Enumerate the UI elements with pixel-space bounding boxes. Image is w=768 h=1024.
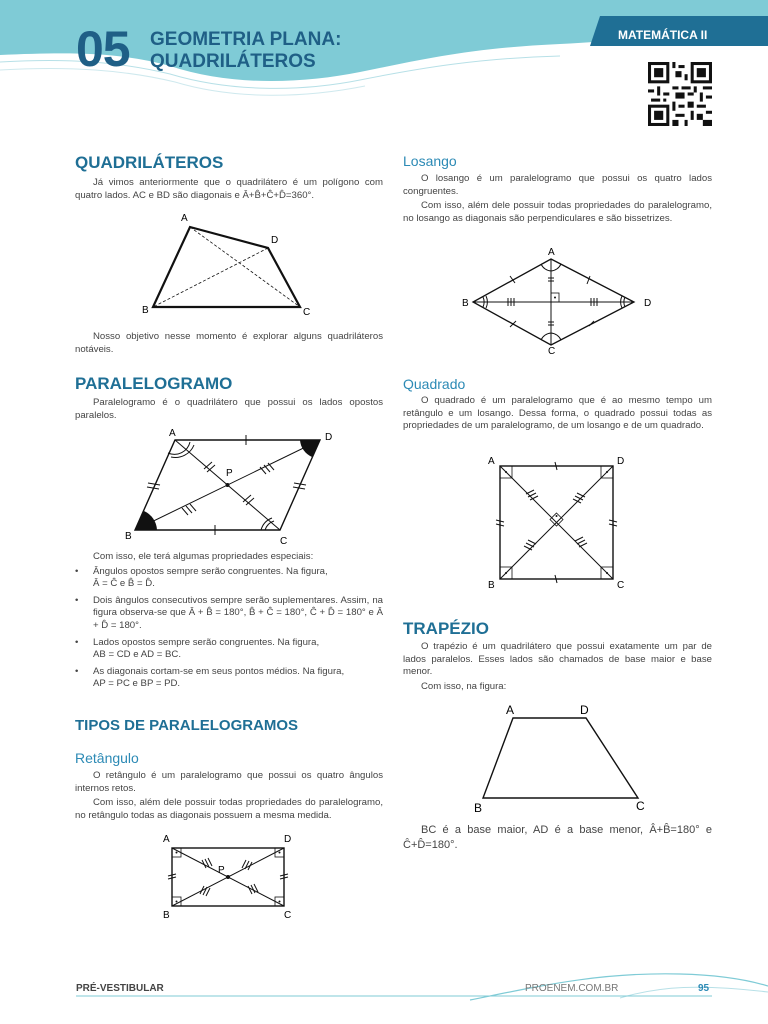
square-figure	[484, 452, 634, 592]
trapezio-paragraph-3: BC é a base maior, AD é a base menor, Â+B̂=180° e Ĉ+D̂=180°.	[403, 824, 712, 851]
paralelogramo-intro	[75, 397, 383, 424]
chapter-title-line1: GEOMETRIA PLANA:	[150, 29, 342, 50]
label-c: C	[284, 910, 292, 921]
label-c: C	[636, 799, 645, 813]
chapter-number: 05	[76, 21, 130, 77]
quadrilateral-figure	[140, 210, 320, 320]
footer-website-link[interactable]: PROENEM.COM.BR	[525, 983, 619, 994]
label-c: C	[617, 580, 625, 591]
property-item	[75, 637, 383, 662]
property-text: As diagonais cortam-se em seus pontos médios. Na figura,	[93, 665, 345, 677]
section-title-trapezio: TRAPÉZIO	[403, 619, 489, 638]
page-number: 95	[698, 983, 710, 994]
properties-list	[75, 566, 383, 691]
label-a: A	[548, 247, 555, 258]
footer-brand: PRÉ-VESTIBULAR	[76, 983, 164, 994]
label-c: C	[280, 536, 288, 545]
property-equation: Â = Ĉ e B̂ = D̂.	[93, 578, 155, 590]
quadrado-paragraph: O quadrado é um paralelogramo que é ao mesmo tempo um retângulo e um losango. Dessa forma, o quadrado possui todas as propriedades de um paralelogramo, de um losango e de um quadrado.	[403, 395, 712, 432]
subsection-title-retangulo: Retângulo	[75, 750, 139, 766]
subject-label: MATEMÁTICA II	[618, 28, 708, 42]
trapezio-text	[403, 641, 712, 695]
quadrilateros-outro	[75, 331, 383, 358]
properties-intro: Com isso, ele terá algumas propriedades especiais:	[93, 551, 314, 562]
property-equation: AB = CD e AD = BC.	[93, 649, 181, 661]
rhombus-figure	[460, 244, 660, 356]
trapezio-conclusion	[403, 823, 712, 855]
label-a: A	[181, 213, 188, 224]
label-d: D	[284, 834, 292, 845]
label-b: B	[474, 801, 483, 815]
label-b: B	[488, 580, 495, 591]
label-c: C	[303, 307, 311, 318]
label-d: D	[580, 703, 589, 717]
label-a: A	[163, 834, 170, 845]
quadrilateros-paragraph-2: Nosso objetivo nesse momento é explorar alguns quadriláteros notáveis.	[75, 331, 383, 355]
property-item	[75, 566, 383, 591]
retangulo-text	[75, 770, 383, 824]
property-item	[75, 595, 383, 633]
property-equation: AP = PC e BP = PD.	[93, 678, 181, 690]
label-b: B	[125, 531, 132, 542]
property-text: Dois ângulos consecutivos sempre serão suplementares. Assim, na figura observa-se que Â + B̂ = 180°, B̂ + Ĉ = 180°, Ĉ + D̂ = 180° e Â + D̂ = 180°.	[93, 594, 383, 631]
quadrilateros-intro	[75, 177, 383, 204]
retangulo-paragraph-1: O retângulo é um paralelogramo que possui os quatro ângulos internos retos.	[75, 770, 383, 794]
losango-paragraph-1: O losango é um paralelogramo que possui os quatro lados congruentes.	[403, 173, 712, 197]
section-title-quadrilateros: QUADRILÁTEROS	[75, 153, 224, 172]
losango-paragraph-2: Com isso, além dele possuir todas propriedades do paralelogramo, no losango as diagonais são perpendiculares e são bissetrizes.	[403, 200, 712, 224]
label-d: D	[644, 298, 652, 309]
label-p: P	[226, 468, 233, 479]
subsection-title-quadrado: Quadrado	[403, 376, 466, 392]
quadrado-text	[403, 395, 712, 435]
parallelogram-figure	[120, 425, 340, 545]
chapter-title-line2: QUADRILÁTEROS	[150, 51, 316, 72]
quadrilateros-paragraph: Já vimos anteriormente que o quadrilátero é um polígono com quatro lados. AC e BD são diagonais e Â+B̂+Ĉ+D̂=360°.	[75, 177, 383, 201]
paralelogramo-paragraph: Paralelogramo é o quadrilátero que possui os lados opostos paralelos.	[75, 397, 383, 421]
section-title-tipos: TIPOS DE PARALELOGRAMOS	[75, 717, 299, 734]
label-a: A	[169, 428, 176, 439]
trapezio-paragraph-2: Com isso, na figura:	[421, 680, 507, 692]
paralelogramo-properties	[75, 551, 383, 695]
label-b: B	[462, 298, 469, 309]
rectangle-figure	[160, 830, 300, 922]
qr-code[interactable]	[648, 62, 712, 126]
retangulo-paragraph-2: Com isso, além dele possuir todas propriedades do paralelogramo, no retângulo todas as diagonais possuem a mesma medida.	[75, 797, 383, 821]
losango-text	[403, 173, 712, 227]
label-b: B	[163, 910, 170, 921]
label-b: B	[142, 305, 149, 316]
trapezoid-figure	[468, 700, 658, 818]
property-item	[75, 666, 383, 691]
chapter-title	[150, 29, 341, 73]
label-a: A	[506, 703, 515, 717]
property-text: Ângulos opostos sempre serão congruentes. Na figura,	[93, 565, 328, 577]
property-text: Lados opostos sempre serão congruentes. Na figura,	[93, 636, 320, 648]
label-c: C	[548, 346, 556, 356]
label-d: D	[617, 456, 625, 467]
label-d: D	[271, 235, 279, 246]
label-d: D	[325, 432, 333, 443]
section-title-paralelogramo: PARALELOGRAMO	[75, 374, 233, 393]
label-a: A	[488, 456, 495, 467]
subsection-title-losango: Losango	[403, 153, 457, 169]
trapezio-paragraph-1: O trapézio é um quadrilátero que possui exatamente um par de lados paralelos. Esses lados são chamados de base maior e base menor.	[403, 641, 712, 678]
label-p: P	[218, 865, 225, 876]
